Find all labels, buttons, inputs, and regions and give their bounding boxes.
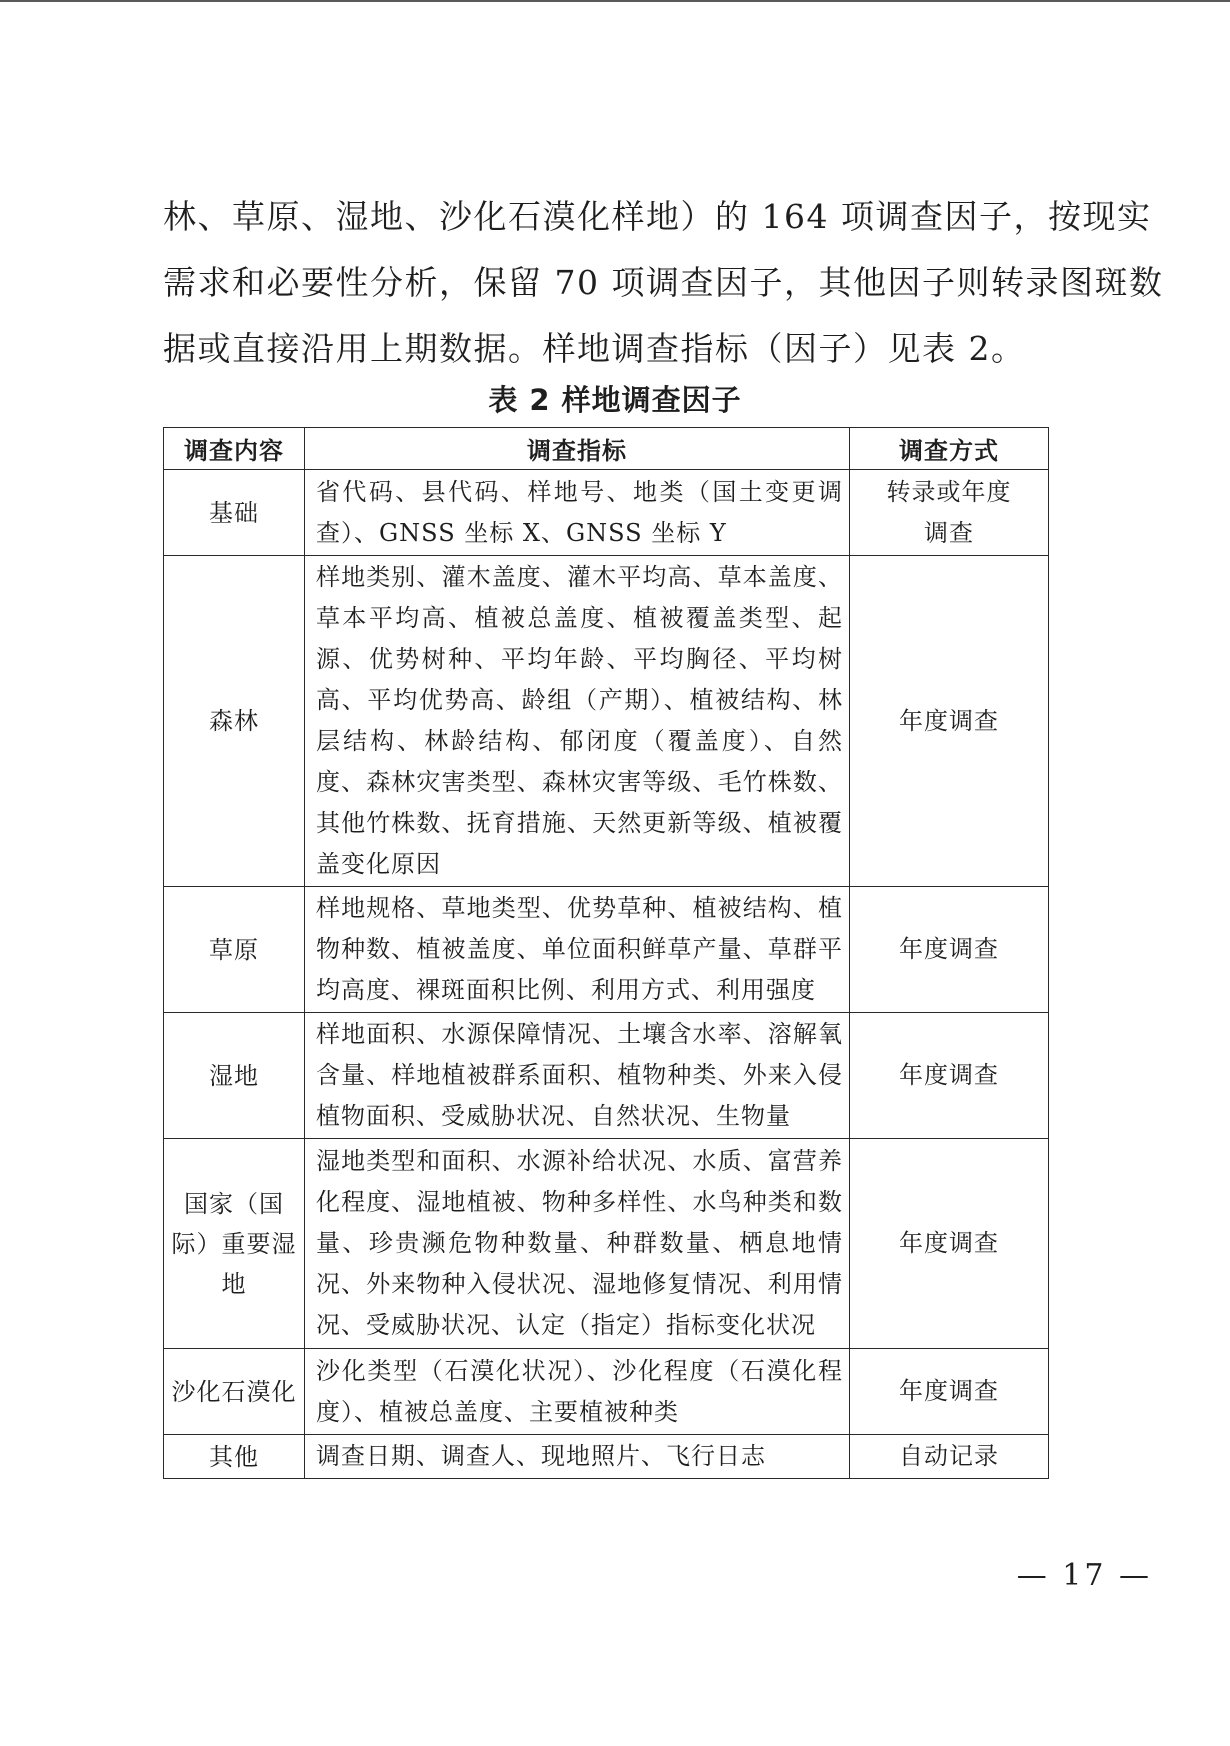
survey-factors-table: [163, 427, 1049, 1479]
row-content: 湿地: [164, 1013, 305, 1139]
table-row: [164, 887, 1049, 1013]
table-header-row: [164, 428, 1049, 470]
table-row: [164, 1349, 1049, 1435]
header-content: 调查内容: [164, 428, 305, 470]
row-indicators: 沙化类型（石漠化状况）、沙化程度（石漠化程度）、植被总盖度、主要植被种类: [305, 1349, 850, 1435]
row-indicators: 省代码、县代码、样地号、地类（国土变更调查）、GNSS 坐标 X、GNSS 坐标 Y: [305, 470, 850, 556]
row-indicators: 样地面积、水源保障情况、土壤含水率、溶解氧含量、样地植被群系面积、植物种类、外来入侵植物面积、受威胁状况、自然状况、生物量: [305, 1013, 850, 1139]
row-indicators: 样地类别、灌木盖度、灌木平均高、草本盖度、草本平均高、植被总盖度、植被覆盖类型、起源、优势树种、平均年龄、平均胸径、平均树高、平均优势高、龄组（产期）、植被结构、林层结构、林龄结构、郁闭度（覆盖度）、自然度、森林灾害类型、森林灾害等级、毛竹株数、其他竹株数、抚育措施、天然更新等级、植被覆盖变化原因: [305, 556, 850, 887]
row-indicators: 湿地类型和面积、水源补给状况、水质、富营养化程度、湿地植被、物种多样性、水鸟种类和数量、珍贵濒危物种数量、种群数量、栖息地情况、外来物种入侵状况、湿地修复情况、利用情况、受威胁状况、认定（指定）指标变化状况: [305, 1139, 850, 1349]
paragraph-line: 林、草原、湿地、沙化石漠化样地）的 164 项调查因子，按现实: [163, 197, 1152, 236]
row-method: 年度调查: [850, 1349, 1049, 1435]
row-method: 年度调查: [850, 1139, 1049, 1349]
row-content: 基础: [164, 470, 305, 556]
paragraph-line: 需求和必要性分析，保留 70 项调查因子，其他因子则转录图斑数: [163, 263, 1164, 302]
row-method: 年度调查: [850, 1013, 1049, 1139]
table-row: [164, 556, 1049, 887]
table-row: [164, 470, 1049, 556]
row-content: 草原: [164, 887, 305, 1013]
row-content-text: 国家（国际）重要湿地: [171, 1189, 297, 1298]
header-method: 调查方式: [850, 428, 1049, 470]
row-method: 自动记录: [850, 1435, 1049, 1479]
row-method: 年度调查: [850, 556, 1049, 887]
page-number: — 17 —: [1016, 1558, 1152, 1593]
row-content: 其他: [164, 1435, 305, 1479]
table-row: [164, 1435, 1049, 1479]
table-caption: 表 2 样地调查因子: [488, 383, 742, 417]
row-indicators: 样地规格、草地类型、优势草种、植被结构、植物种数、植被盖度、单位面积鲜草产量、草群平均高度、裸斑面积比例、利用方式、利用强度: [305, 887, 850, 1013]
row-method-text: 转录或年度调查: [886, 477, 1012, 547]
body-paragraph: [163, 184, 1164, 382]
paragraph-line: 据或直接沿用上期数据。样地调查指标（因子）见表 2。: [163, 329, 1026, 368]
row-content: 沙化石漠化: [164, 1349, 305, 1435]
table-row: [164, 1139, 1049, 1349]
row-method: [850, 470, 1049, 556]
row-content: [164, 1139, 305, 1349]
header-indicators: 调查指标: [305, 428, 850, 470]
table-row: [164, 1013, 1049, 1139]
page-top-border: [0, 0, 1230, 2]
row-method: 年度调查: [850, 887, 1049, 1013]
row-indicators: 调查日期、调查人、现地照片、飞行日志: [305, 1435, 850, 1479]
row-content: 森林: [164, 556, 305, 887]
